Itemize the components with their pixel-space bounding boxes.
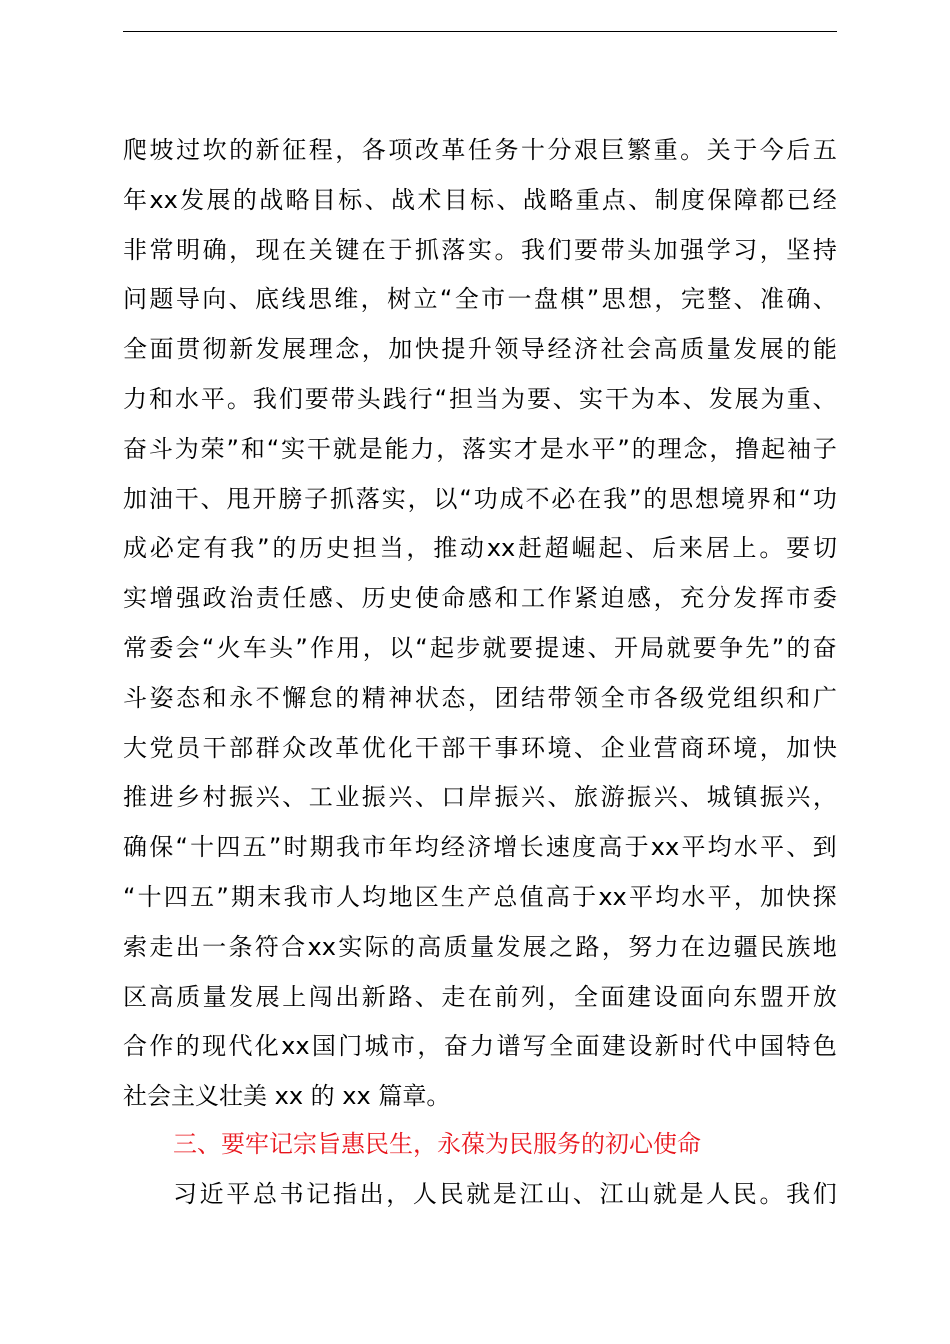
body-line: “ 十 四 五 ” 期 末 我 市 人 均 地 区 生 产 总 值 高 于 xx 平 均 水 平 ， 加 快 探 <box>123 883 837 911</box>
body-line: 常 委 会 “ 火 车 头 ” 作 用 ， 以 “ 起 步 就 要 提 速 、 开 局 就 要 争 先 ” 的 奋 <box>123 634 837 662</box>
body-line: 成 必 定 有 我 ” 的 历 史 担 当 ， 推 动 xx 赶 超 崛 起 、 后 来 居 上 。 要 切 <box>123 534 837 563</box>
body-line: 区 高 质 量 发 展 上 闯 出 新 路 、 走 在 前 列 ， 全 面 建 设 面 向 东 盟 开 放 <box>123 982 837 1011</box>
body-line: 确 保 “ 十 四 五 ” 时 期 我 市 年 均 经 济 增 长 速 度 高 于 xx 平 均 水 平 、 到 <box>123 833 837 862</box>
body-line: 非 常 明 确 ， 现 在 关 键 在 于 抓 落 实 。 我 们 要 带 头 加 强 学 习 ， 坚 持 <box>123 235 837 264</box>
body-line: 力 和 水 平 。 我 们 要 带 头 践 行 “ 担 当 为 要 、 实 干 为 本 、 发 展 为 重 、 <box>123 385 837 413</box>
section-heading: 三、要牢记宗旨惠民生，永葆为民服务的初心使命 <box>173 1130 701 1158</box>
body-line: 加 油 干 、 甩 开 膀 子 抓 落 实 ， 以 “ 功 成 不 必 在 我 ” 的 思 想 境 界 和 “ 功 <box>123 484 837 513</box>
next-paragraph-first-line: 习 近 平 总 书 记 指 出 ， 人 民 就 是 江 山 、 江 山 就 是 人 民 。 我 们 <box>173 1180 837 1208</box>
body-line: 索 走 出 一 条 符 合 xx 实 际 的 高 质 量 发 展 之 路 ， 努 力 在 边 疆 民 族 地 <box>123 932 837 961</box>
body-line: 大 党 员 干 部 群 众 改 革 优 化 干 部 干 事 环 境 、 企 业 营 商 环 境 ， 加 快 <box>123 733 837 762</box>
body-line: 社会主义壮美 xx 的 xx 篇章。 <box>123 1082 451 1111</box>
body-line: 斗 姿 态 和 永 不 懈 怠 的 精 神 状 态 ， 团 结 带 领 全 市 各 级 党 组 织 和 广 <box>123 683 837 712</box>
body-line: 合 作 的 现 代 化 xx 国 门 城 市 ， 奋 力 谱 写 全 面 建 设 新 时 代 中 国 特 色 <box>123 1032 837 1061</box>
body-line: 年 xx 发 展 的 战 略 目 标 、 战 术 目 标 、 战 略 重 点 、 制 度 保 障 都 已 经 <box>123 185 837 214</box>
body-line: 爬 坡 过 坎 的 新 征 程 ， 各 项 改 革 任 务 十 分 艰 巨 繁 重 。 关 于 今 后 五 <box>123 136 837 164</box>
body-line: 奋 斗 为 荣 ” 和 “ 实 干 就 是 能 力 ， 落 实 才 是 水 平 ” 的 理 念 ， 撸 起 袖 子 <box>123 434 837 463</box>
body-line: 全 面 贯 彻 新 发 展 理 念 ， 加 快 提 升 领 导 经 济 社 会 高 质 量 发 展 的 能 <box>123 335 837 364</box>
body-line: 推 进 乡 村 振 兴 、 工 业 振 兴 、 口 岸 振 兴 、 旅 游 振 兴 、 城 镇 振 兴 ， <box>123 783 837 812</box>
header-rule <box>123 31 837 32</box>
body-line: 问 题 导 向 、 底 线 思 维 ， 树 立 “ 全 市 一 盘 棋 ” 思 想 ， 完 整 、 准 确 、 <box>123 285 837 314</box>
body-line: 实 增 强 政 治 责 任 感 、 历 史 使 命 感 和 工 作 紧 迫 感 ， 充 分 发 挥 市 委 <box>123 584 837 613</box>
